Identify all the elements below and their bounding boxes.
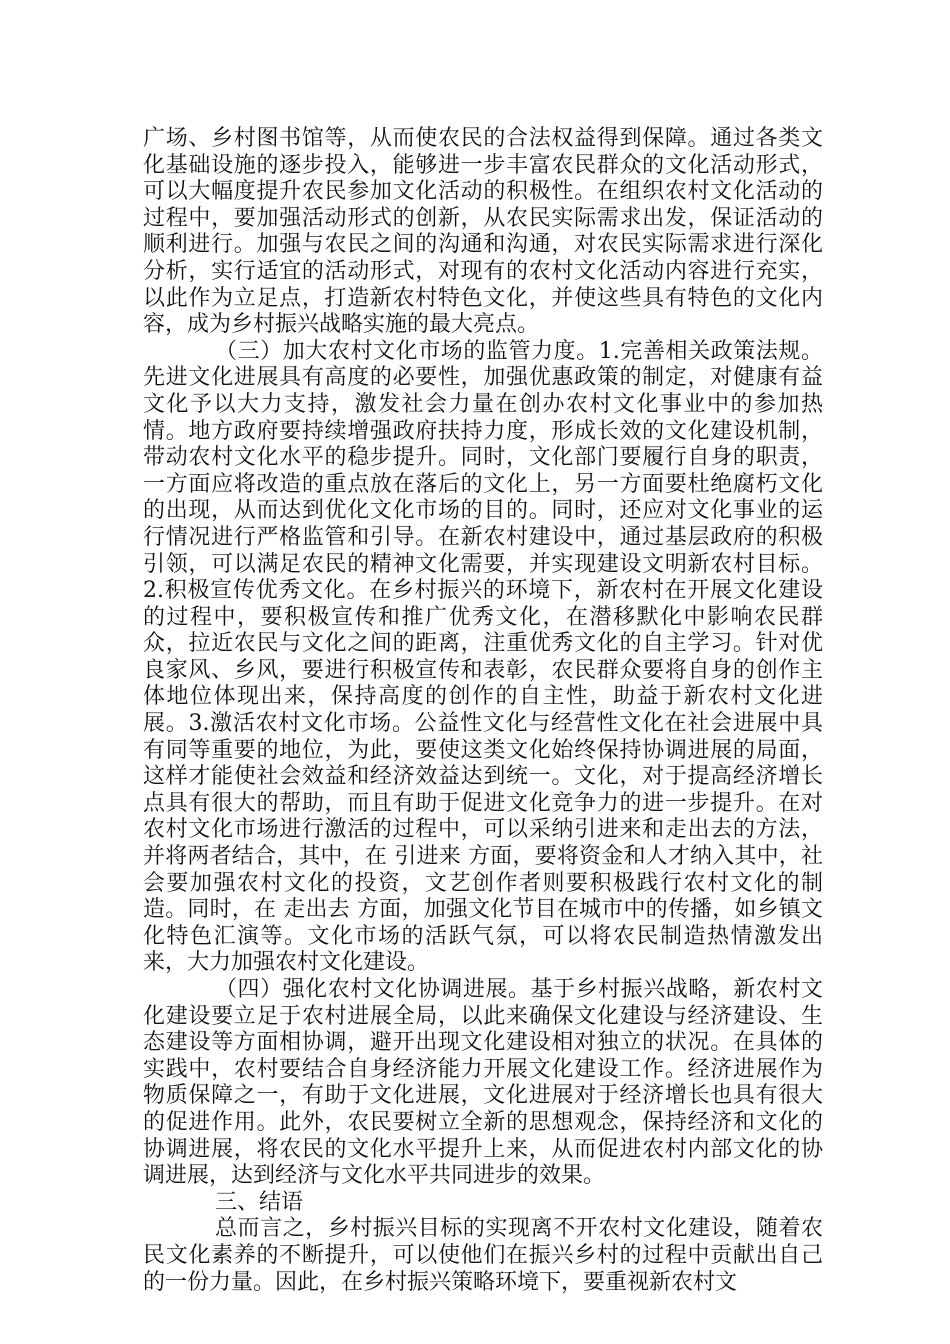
document-page [143,126,823,1296]
section-heading-conclusion: 三、结语 [215,1189,304,1215]
paragraph-continuation: 广场、乡村图书馆等，从而使农民的合法权益得到保障。通过各类文化基础设施的逐步投入，能够进一步丰富农民群众的文化活动形式，可以大幅度提升农民参加文化活动的积极性。在组织农村文化活动的过程中，要加强活动形式的创新，从农民实际需求出发，保证活动的顺利进行。加强与农民之间的沟通和沟通，对农民实际需求进行深化分析，实行适宜的活动形式，对现有的农村文化活动内容进行充实，以此作为立足点，打造新农村特色文化，并使这些具有特色的文化内容，成为乡村振兴战略实施的最大亮点。 [143,126,823,338]
paragraph-coordinated-development: （四）强化农村文化协调进展。基于乡村振兴战略，新农村文化建设要立足于农村进展全局，以此来确保文化建设与经济建设、生态建设等方面相协调，避开出现文化建设相对独立的状况。在具体的实践中，农村要结合自身经济能力开展文化建设工作。经济进展作为物质保障之一，有助于文化进展，文化进展对于经济增长也具有很大的促进作用。此外，农民要树立全新的思想观念，保持经济和文化的协调进展，将农民的文化水平提升上来，从而促进农村内部文化的协调进展，达到经济与文化水平共同进步的效果。 [143,977,823,1189]
paragraph-market-supervision: （三）加大农村文化市场的监管力度。1.完善相关政策法规。先进文化进展具有高度的必要性，加强优惠政策的制定，对健康有益文化予以大力支持，激发社会力量在创办农村文化事业中的参加热情。地方政府要持续增强政府扶持力度，形成长效的文化建设机制，带动农村文化水平的稳步提升。同时，文化部门要履行自身的职责，一方面应将改造的重点放在落后的文化上，另一方面要杜绝腐朽文化的出现，从而达到优化文化市场的目的。同时，还应对文化事业的运行情况进行严格监管和引导。在新农村建设中，通过基层政府的积极引领，可以满足农民的精神文化需要，并实现建设文明新农村目标。2.积极宣传优秀文化。在乡村振兴的环境下，新农村在开展文化建设的过程中，要积极宣传和推广优秀文化，在潜移默化中影响农民群众，拉近农民与文化之间的距离，注重优秀文化的自主学习。针对优良家风、乡风，要进行积极宣传和表彰，农民群众要将自身的创作主体地位体现出来，保持高度的创作的自主性，助益于新农村文化进展。3.激活农村文化市场。公益性文化与经营性文化在社会进展中具有同等重要的地位，为此，要使这类文化始终保持协调进展的局面，这样才能使社会效益和经济效益达到统一。文化，对于提高经济增长点具有很大的帮助，而且有助于促进文化竞争力的进一步提升。在对农村文化市场进行激活的过程中，可以采纳引进来和走出去的方法，并将两者结合，其中，在 引进来 方面，要将资金和人才纳入其中，社会要加强农村文化的投资，文艺创作者则要积极践行农村文化的制造。同时，在 走出去 方面，加强文化节目在城市中的传播，如乡镇文化特色汇演等。文化市场的活跃气氛，可以将农民制造热情激发出来，大力加强农村文化建设。 [143,338,823,976]
paragraph-conclusion: 总而言之，乡村振兴目标的实现离不开农村文化建设，随着农民文化素养的不断提升，可以使他们在振兴乡村的过程中贡献出自己的一份力量。因此，在乡村振兴策略环境下，要重视新农村文 [143,1216,823,1295]
